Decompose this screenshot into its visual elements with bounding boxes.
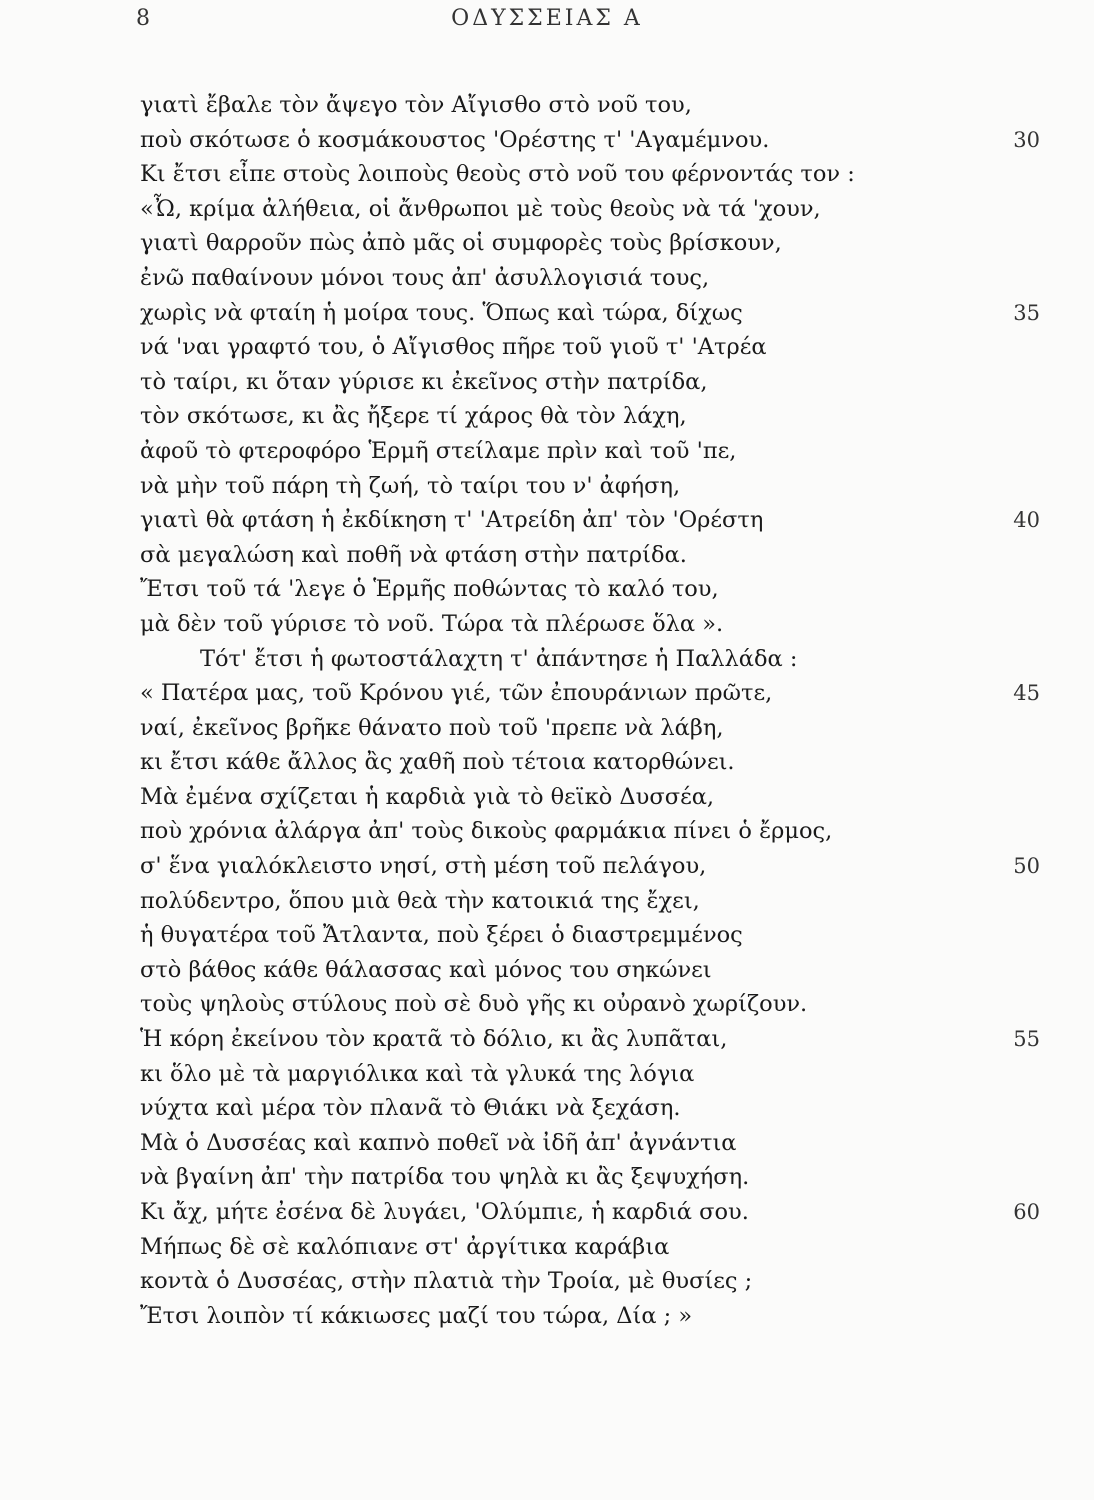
verse-line	[140, 1195, 1040, 1230]
line-number: 50	[1013, 854, 1040, 879]
verse-text: τὸ ταίρι, κι ὅταν γύρισε κι ἐκεῖνος στὴν πατρίδα,	[140, 368, 708, 395]
verse-text: ἀφοῦ τὸ φτεροφόρο Ἑρμῆ στείλαμε πρὶν καὶ τοῦ 'πε,	[140, 437, 737, 464]
verse-line	[140, 1230, 1040, 1265]
verse-line	[140, 849, 1040, 884]
verse-text: κοντὰ ὁ Δυσσέας, στὴν πλατιὰ τὴν Τροία, μὲ θυσίες ;	[140, 1268, 753, 1295]
verse-line	[140, 296, 1040, 331]
verse-line	[140, 192, 1040, 227]
page-number: 8	[136, 6, 150, 31]
verse-text: ναί, ἐκεῖνος βρῆκε θάνατο ποὺ τοῦ 'πρεπε νὰ λάβη,	[140, 714, 724, 741]
verse-block	[140, 88, 1040, 1333]
verse-text: τὸν σκότωσε, κι ἂς ἤξερε τί χάρος θὰ τὸν λάχη,	[140, 403, 687, 430]
verse-text: ποὺ σκότωσε ὁ κοσμάκουστος 'Ορέστης τ' 'Αγαμέμνου.	[140, 126, 770, 153]
verse-text: Ἔτσι τοῦ τά 'λεγε ὁ Ἑρμῆς ποθώντας τὸ καλό του,	[140, 576, 719, 603]
verse-text: πολύδεντρο, ὅπου μιὰ θεὰ τὴν κατοικιά της ἔχει,	[140, 887, 700, 914]
verse-line	[140, 365, 1040, 400]
verse-text: κι ἔτσι κάθε ἄλλος ἂς χαθῆ ποὺ τέτοια κατορθώνει.	[140, 749, 735, 776]
verse-line	[140, 1299, 1040, 1334]
line-number: 40	[1013, 508, 1040, 533]
verse-line	[140, 711, 1040, 746]
verse-text: Τότ' ἔτσι ἡ φωτοστάλαχτη τ' ἀπάντησε ἡ Παλλάδα :	[200, 645, 798, 672]
verse-text: Μὰ ὁ Δυσσέας καὶ καπνὸ ποθεῖ νὰ ἰδῆ ἀπ' ἀγνάντια	[140, 1129, 737, 1156]
line-number: 35	[1013, 300, 1040, 325]
line-number: 30	[1013, 127, 1040, 152]
verse-line	[140, 261, 1040, 296]
verse-text: στὸ βάθος κάθε θάλασσας καὶ μόνος του σηκώνει	[140, 956, 712, 983]
verse-line	[140, 157, 1040, 192]
verse-line	[140, 1264, 1040, 1299]
verse-line	[140, 1160, 1040, 1195]
verse-text: ποὺ χρόνια ἀλάργα ἀπ' τοὺς δικοὺς φαρμάκια πίνει ὁ ἔρμος,	[140, 818, 833, 845]
verse-line	[140, 1022, 1040, 1057]
verse-text: κι ὅλο μὲ τὰ μαργιόλικα καὶ τὰ γλυκά της λόγια	[140, 1060, 695, 1087]
verse-text: γιατὶ ἔβαλε τὸν ἄψεγο τὸν Αἴγισθο στὸ νοῦ του,	[140, 92, 692, 118]
verse-line	[140, 884, 1040, 919]
verse-line	[140, 399, 1040, 434]
verse-line	[140, 330, 1040, 365]
verse-line	[140, 572, 1040, 607]
verse-text: σ' ἕνα γιαλόκλειστο νησί, στὴ μέση τοῦ πελάγου,	[140, 853, 707, 880]
verse-text: νύχτα καὶ μέρα τὸν πλανᾶ τὸ Θιάκι νὰ ξεχάση.	[140, 1095, 681, 1122]
verse-line	[140, 745, 1040, 780]
running-head: ΟΔΥΣΣΕΙΑΣ Α	[451, 6, 643, 31]
verse-text: Ἔτσι λοιπὸν τί κάκιωσες μαζί του τώρα, Δία ; »	[140, 1302, 693, 1329]
verse-line	[140, 987, 1040, 1022]
verse-line	[140, 814, 1040, 849]
verse-text: ἐνῶ παθαίνουν μόνοι τους ἀπ' ἀσυλλογισιά τους,	[140, 264, 710, 291]
verse-text: νὰ μὴν τοῦ πάρη τὴ ζωή, τὸ ταίρι του ν' ἀφήση,	[140, 472, 681, 499]
verse-line	[140, 503, 1040, 538]
verse-text: Μήπως δὲ σὲ καλόπιανε στ' ἀργίτικα καράβια	[140, 1233, 670, 1260]
verse-line	[140, 123, 1040, 158]
verse-text: νά 'ναι γραφτό του, ὁ Αἴγισθος πῆρε τοῦ γιοῦ τ' 'Ατρέα	[140, 334, 767, 361]
verse-text: τοὺς ψηλοὺς στύλους ποὺ σὲ δυὸ γῆς κι οὐρανὸ χωρίζουν.	[140, 991, 808, 1018]
verse-line	[140, 1057, 1040, 1092]
verse-line	[140, 953, 1040, 988]
verse-line	[140, 918, 1040, 953]
verse-text: Μὰ ἐμένα σχίζεται ἡ καρδιὰ γιὰ τὸ θεϊκὸ Δυσσέα,	[140, 783, 715, 810]
verse-line	[140, 676, 1040, 711]
line-number: 60	[1013, 1200, 1040, 1224]
verse-text: χωρὶς νὰ φταίη ἡ μοίρα τους. Ὅπως καὶ τώρα, δίχως	[140, 299, 743, 326]
verse-text: « Πατέρα μας, τοῦ Κρόνου γιέ, τῶν ἐπουράνιων πρῶτε,	[140, 680, 773, 707]
verse-text: σὰ μεγαλώση καὶ ποθῆ νὰ φτάση στὴν πατρίδα.	[140, 541, 687, 568]
line-number: 45	[1013, 681, 1040, 706]
verse-text: νὰ βγαίνη ἀπ' τὴν πατρίδα του ψηλὰ κι ἂς ξεψυχήση.	[140, 1164, 750, 1191]
verse-text: μὰ δὲν τοῦ γύρισε τὸ νοῦ. Τώρα τὰ πλέρωσε ὅλα ».	[140, 610, 724, 637]
verse-text: Ἡ κόρη ἐκείνου τὸν κρατᾶ τὸ δόλιο, κι ἂς λυπᾶται,	[140, 1026, 728, 1053]
verse-line	[140, 88, 1040, 123]
line-number: 55	[1013, 1027, 1040, 1052]
verse-line	[140, 607, 1040, 642]
verse-line	[140, 434, 1040, 469]
verse-text: γιατὶ θὰ φτάση ἡ ἐκδίκηση τ' 'Ατρείδη ἀπ' τὸν 'Ορέστη	[140, 507, 764, 534]
verse-text: ἡ θυγατέρα τοῦ Ἄτλαντα, ποὺ ξέρει ὁ διαστρεμμένος	[140, 922, 743, 949]
verse-line	[140, 642, 1040, 677]
verse-line	[140, 226, 1040, 261]
verse-text: γιατὶ θαρροῦν πὼς ἀπὸ μᾶς οἱ συμφορὲς τοὺς βρίσκουν,	[140, 230, 782, 257]
verse-line	[140, 1091, 1040, 1126]
verse-text: «Ὦ, κρίμα ἀλήθεια, οἱ ἄνθρωποι μὲ τοὺς θεοὺς νὰ τά 'χουν,	[140, 195, 821, 222]
verse-line	[140, 1126, 1040, 1161]
verse-text: Κι ἄχ, μήτε ἐσένα δὲ λυγάει, 'Ολύμπιε, ἡ καρδιά σου.	[140, 1199, 749, 1225]
verse-line	[140, 780, 1040, 815]
verse-line	[140, 538, 1040, 573]
verse-text: Κι ἔτσι εἶπε στοὺς λοιποὺς θεοὺς στὸ νοῦ του φέρνοντάς τον :	[140, 161, 855, 188]
verse-line	[140, 469, 1040, 504]
